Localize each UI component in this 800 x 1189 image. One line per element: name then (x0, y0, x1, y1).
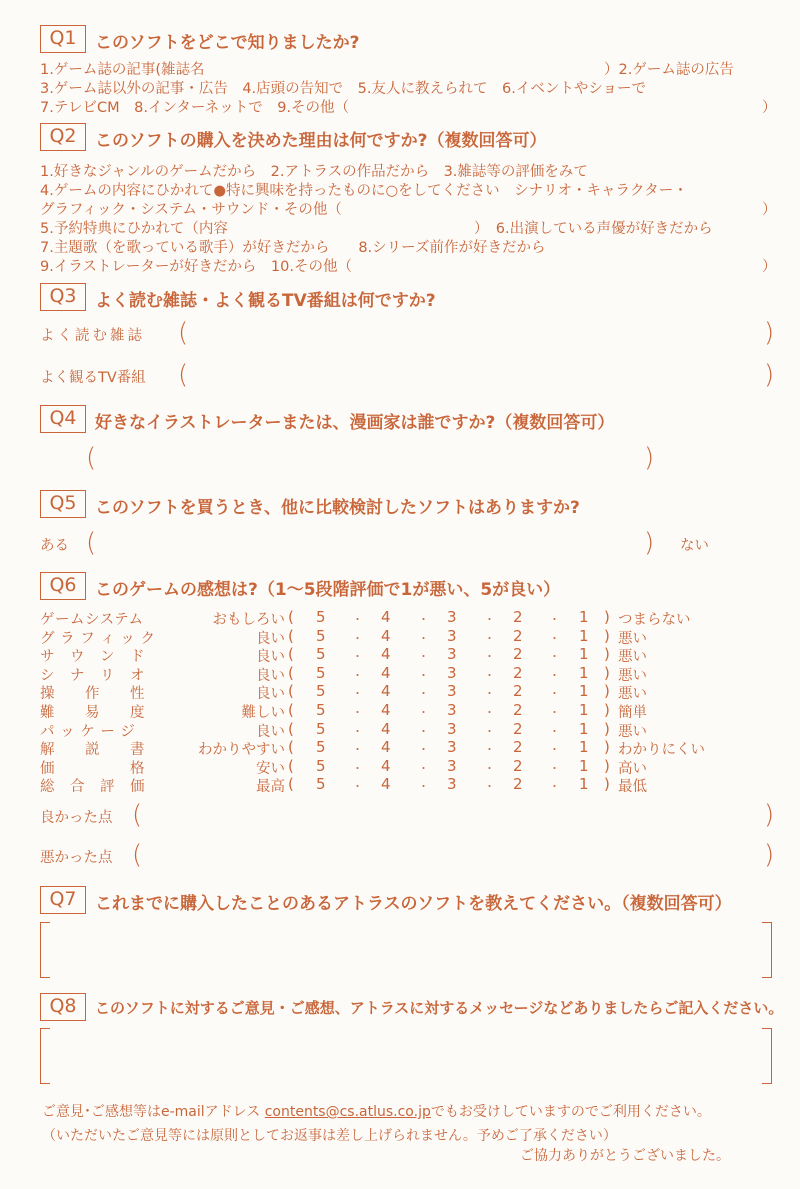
q7-number-box: Q7 (40, 886, 86, 914)
rating-separator: ・ (549, 650, 560, 664)
rating-separator: ・ (352, 706, 363, 719)
rating-close-paren: ) (604, 719, 610, 738)
q5-close-paren: ) (644, 528, 655, 558)
q2-option-line-2[interactable]: 4.ゲームの内容にひかれて●特に興味を持ったものに○をしてください シナリオ・キャラクター・ (40, 183, 688, 199)
q3-tv-open-paren: ( (178, 360, 189, 390)
q2-close-paren-1: ） (762, 202, 777, 218)
email-link[interactable]: contents@cs.atlus.co.jp (264, 1104, 431, 1120)
q3-magazine-open-paren: ( (178, 318, 189, 348)
rating-option-2[interactable]: 2 (513, 645, 523, 664)
rating-option-3[interactable]: 3 (447, 645, 457, 664)
rating-option-2[interactable]: 2 (513, 738, 523, 757)
footer-line-1 (42, 1101, 711, 1121)
q2-number-box: Q2 (40, 123, 86, 151)
q1-number-box: Q1 (40, 25, 86, 53)
rating-option-3[interactable]: 3 (447, 756, 457, 775)
rating-option-2[interactable]: 2 (513, 682, 523, 701)
rating-close-paren: ) (604, 738, 610, 757)
rating-separator: ・ (352, 668, 363, 682)
rating-separator: ・ (484, 743, 495, 757)
rating-separator: ・ (418, 724, 429, 738)
rating-separator: ・ (418, 613, 429, 626)
rating-option-4[interactable]: 4 (381, 775, 391, 794)
rating-item-label: 解 説 書 (40, 742, 145, 759)
rating-item-label: パ ッ ケ ー ジ (40, 723, 136, 740)
q5-title: このソフトを買うとき、他に比較検討したソフトはありますか? (95, 498, 580, 518)
q5-no-label[interactable]: ない (680, 538, 709, 554)
rating-option-3[interactable]: 3 (447, 682, 457, 701)
q2-option-line-4-end[interactable]: ） 6.出演している声優が好きだから (474, 221, 713, 237)
q8-right-bracket (762, 1028, 772, 1084)
q7-title: これまでに購入したことのあるアトラスのソフトを教えてください。（複数回答可） (95, 894, 732, 914)
footer-suffix: でもお受けしていますのでご利用ください。 (430, 1104, 711, 1120)
footer-prefix: ご意見･ご感想等はe-mailアドレス (42, 1104, 265, 1120)
rating-option-4[interactable]: 4 (381, 682, 391, 701)
rating-open-paren: ( (288, 663, 294, 682)
rating-option-3[interactable]: 3 (447, 738, 457, 757)
rating-separator: ・ (484, 780, 495, 794)
rating-option-3[interactable]: 3 (447, 719, 457, 738)
rating-option-3[interactable]: 3 (447, 608, 457, 626)
rating-separator: ・ (484, 724, 495, 738)
rating-separator: ・ (352, 631, 363, 645)
q2-option-line-5[interactable]: 7.主題歌（を歌っている歌手）が好きだから 8.シリーズ前作が好きだから (40, 240, 546, 256)
rating-open-paren: ( (288, 738, 294, 757)
rating-option-2[interactable]: 2 (513, 756, 523, 775)
rating-open-paren: ( (288, 645, 294, 664)
rating-negative-label: 簡単 (618, 705, 647, 721)
rating-open-paren: ( (288, 719, 294, 738)
rating-option-5[interactable]: 5 (316, 775, 326, 794)
rating-option-2[interactable]: 2 (513, 701, 523, 719)
q1-close-paren: ） (762, 100, 777, 116)
q8-number-box: Q8 (40, 993, 86, 1021)
rating-option-2[interactable]: 2 (513, 626, 523, 645)
rating-separator: ・ (352, 650, 363, 664)
rating-negative-label: 悪い (618, 686, 647, 703)
rating-item-label: グ ラ フ ィ ッ ク (40, 630, 156, 647)
rating-separator: ・ (549, 706, 560, 719)
rating-option-1[interactable]: 1 (579, 701, 589, 719)
rating-option-2[interactable]: 2 (513, 719, 523, 738)
rating-separator: ・ (549, 780, 560, 794)
q8-left-bracket (40, 1028, 50, 1084)
rating-option-5[interactable]: 5 (316, 663, 326, 682)
q6-good-open-paren: ( (132, 800, 143, 830)
q4-open-paren: ( (86, 443, 97, 473)
rating-option-5[interactable]: 5 (316, 626, 326, 645)
rating-separator: ・ (484, 706, 495, 719)
rating-option-1[interactable]: 1 (579, 645, 589, 664)
rating-close-paren: ) (604, 756, 610, 775)
q1-option-line-2[interactable]: 3.ゲーム誌以外の記事・広告 4.店頭の告知で 5.友人に教えられて 6.イベントやショーで (40, 81, 647, 97)
rating-option-5[interactable]: 5 (316, 701, 326, 719)
rating-positive-label: 良い (256, 723, 285, 740)
q6-bad-close-paren: ) (764, 840, 775, 870)
rating-separator: ・ (352, 780, 363, 794)
q2-option-line-3[interactable]: グラフィック・システム・サウンド・その他（ (40, 202, 342, 218)
q3-magazine-field[interactable] (190, 322, 760, 348)
q4-close-paren: ) (644, 443, 655, 473)
rating-item-label: 価 格 (40, 760, 145, 777)
q3-tv-field[interactable] (190, 364, 760, 390)
rating-separator: ・ (549, 743, 560, 757)
q6-good-field[interactable] (146, 804, 760, 830)
rating-option-3[interactable]: 3 (447, 775, 457, 794)
rating-open-paren: ( (288, 775, 294, 794)
rating-option-3[interactable]: 3 (447, 626, 457, 645)
rating-separator: ・ (352, 613, 363, 626)
rating-separator: ・ (484, 668, 495, 682)
rating-open-paren: ( (288, 608, 294, 626)
q4-title: 好きなイラストレーターまたは、漫画家は誰ですか?（複数回答可） (95, 413, 615, 433)
rating-positive-label: 良い (256, 630, 285, 647)
rating-separator: ・ (418, 761, 429, 775)
q2-option-line-4[interactable]: 5.予約特典にひかれて（内容 (40, 221, 228, 237)
q1-title: このソフトをどこで知りましたか? (95, 33, 360, 53)
rating-separator: ・ (484, 613, 495, 626)
rating-option-4[interactable]: 4 (381, 626, 391, 645)
rating-option-1[interactable]: 1 (579, 682, 589, 701)
rating-item-label: 総 合 評 価 (40, 779, 145, 796)
rating-open-paren: ( (288, 682, 294, 701)
rating-option-2[interactable]: 2 (513, 663, 523, 682)
q5-open-paren: ( (86, 528, 97, 558)
rating-option-5[interactable]: 5 (316, 682, 326, 701)
rating-item-label: シ ナ リ オ (40, 667, 145, 684)
q6-bad-label: 悪かった点 (40, 850, 113, 866)
rating-item-label: サ ウ ン ド (40, 649, 145, 666)
rating-option-1[interactable]: 1 (579, 756, 589, 775)
q8-field[interactable] (54, 1030, 762, 1082)
rating-option-1[interactable]: 1 (579, 663, 589, 682)
rating-option-1[interactable]: 1 (579, 626, 589, 645)
q5-yes-label[interactable]: ある (40, 538, 69, 554)
rating-negative-label: わかりにくい (618, 742, 705, 759)
q4-number-box: Q4 (40, 405, 86, 433)
q4-field[interactable] (100, 447, 640, 473)
rating-positive-label: 良い (256, 686, 285, 703)
rating-separator: ・ (418, 780, 429, 794)
rating-separator: ・ (352, 687, 363, 701)
rating-option-2[interactable]: 2 (513, 775, 523, 794)
q8-title: このソフトに対するご意見・ご感想、アトラスに対するメッセージなどありましたらご記入ください。 (95, 999, 784, 1017)
rating-item-label: ゲームシステム (40, 612, 144, 628)
rating-positive-label: 最高 (256, 779, 285, 796)
rating-separator: ・ (549, 687, 560, 701)
rating-item-label: 操 作 性 (40, 686, 145, 703)
q3-magazine-close-paren: ) (764, 318, 775, 348)
rating-negative-label: 悪い (618, 649, 647, 666)
rating-separator: ・ (549, 613, 560, 626)
rating-option-5[interactable]: 5 (316, 645, 326, 664)
q5-number-box: Q5 (40, 490, 86, 518)
rating-separator: ・ (418, 631, 429, 645)
rating-separator: ・ (549, 668, 560, 682)
rating-item-label: 難 易 度 (40, 705, 145, 721)
q2-option-line-1[interactable]: 1.好きなジャンルのゲームだから 2.アトラスの作品だから 3.雑誌等の評価をみて (40, 164, 588, 180)
q3-magazine-label: よく読む雑誌 (40, 328, 145, 344)
rating-close-paren: ) (604, 608, 610, 626)
rating-separator: ・ (418, 706, 429, 719)
q6-title: このゲームの感想は?（1〜5段階評価で1が悪い、5が良い） (95, 580, 561, 600)
rating-option-3[interactable]: 3 (447, 663, 457, 682)
q2-option-line-6[interactable]: 9.イラストレーターが好きだから 10.その他（ (40, 259, 352, 275)
rating-close-paren: ) (604, 663, 610, 682)
rating-positive-label: 難しい (241, 705, 285, 721)
rating-option-4[interactable]: 4 (381, 701, 391, 719)
q3-tv-label: よく観るTV番組 (40, 370, 146, 386)
q6-number-box: Q6 (40, 572, 86, 600)
q3-title: よく読む雑誌・よく観るTV番組は何ですか? (95, 291, 436, 311)
rating-separator: ・ (484, 650, 495, 664)
rating-option-4[interactable]: 4 (381, 663, 391, 682)
rating-option-1[interactable]: 1 (579, 775, 589, 794)
footer-thanks: ご協力ありがとうございました。 (520, 1148, 730, 1164)
rating-close-paren: ) (604, 645, 610, 664)
q7-right-bracket (762, 922, 772, 978)
rating-separator: ・ (418, 668, 429, 682)
rating-option-2[interactable]: 2 (513, 608, 523, 626)
rating-option-1[interactable]: 1 (579, 738, 589, 757)
rating-separator: ・ (352, 761, 363, 775)
rating-negative-label: 悪い (618, 630, 647, 647)
rating-close-paren: ) (604, 701, 610, 719)
rating-negative-label: 悪い (618, 723, 647, 740)
rating-close-paren: ) (604, 775, 610, 794)
rating-negative-label: つまらない (618, 612, 691, 628)
q6-good-close-paren: ) (764, 800, 775, 830)
rating-positive-label: 良い (256, 667, 285, 684)
q6-bad-open-paren: ( (132, 840, 143, 870)
rating-negative-label: 悪い (618, 667, 647, 684)
q3-number-box: Q3 (40, 283, 86, 311)
rating-positive-label: おもしろい (212, 612, 285, 628)
rating-option-3[interactable]: 3 (447, 701, 457, 719)
rating-positive-label: わかりやすい (198, 742, 285, 759)
rating-close-paren: ) (604, 626, 610, 645)
q6-good-label: 良かった点 (40, 810, 113, 826)
q2-title: このソフトの購入を決めた理由は何ですか?（複数回答可） (95, 131, 547, 151)
rating-separator: ・ (418, 743, 429, 757)
rating-option-5[interactable]: 5 (316, 719, 326, 738)
rating-separator: ・ (549, 724, 560, 738)
q1-option-line-1-end[interactable]: ）2.ゲーム誌の広告 (604, 62, 734, 78)
rating-option-5[interactable]: 5 (316, 738, 326, 757)
rating-open-paren: ( (288, 701, 294, 719)
rating-separator: ・ (418, 650, 429, 664)
q1-option-line-3[interactable]: 7.テレビCM 8.インターネットで 9.その他（ (40, 100, 350, 116)
rating-separator: ・ (352, 743, 363, 757)
q6-bad-field[interactable] (146, 844, 760, 870)
rating-positive-label: 安い (256, 760, 285, 777)
rating-option-4[interactable]: 4 (381, 608, 391, 626)
rating-separator: ・ (549, 761, 560, 775)
rating-separator: ・ (352, 724, 363, 738)
rating-separator: ・ (484, 631, 495, 645)
rating-option-5[interactable]: 5 (316, 756, 326, 775)
rating-separator: ・ (484, 687, 495, 701)
rating-open-paren: ( (288, 756, 294, 775)
rating-open-paren: ( (288, 626, 294, 645)
rating-option-4[interactable]: 4 (381, 719, 391, 738)
q1-option-line-1[interactable]: 1.ゲーム誌の記事(雑誌名 (40, 62, 205, 78)
q5-field[interactable] (100, 532, 640, 558)
rating-negative-label: 高い (618, 760, 647, 777)
rating-option-1[interactable]: 1 (579, 719, 589, 738)
rating-option-1[interactable]: 1 (579, 608, 589, 626)
rating-option-4[interactable]: 4 (381, 756, 391, 775)
rating-option-4[interactable]: 4 (381, 738, 391, 757)
rating-positive-label: 良い (256, 649, 285, 666)
rating-option-4[interactable]: 4 (381, 645, 391, 664)
rating-separator: ・ (418, 687, 429, 701)
rating-separator: ・ (484, 761, 495, 775)
rating-separator: ・ (549, 631, 560, 645)
q7-field[interactable] (54, 924, 762, 976)
q7-left-bracket (40, 922, 50, 978)
rating-option-5[interactable]: 5 (316, 608, 326, 626)
rating-negative-label: 最低 (618, 779, 647, 796)
q3-tv-close-paren: ) (764, 360, 775, 390)
rating-close-paren: ) (604, 682, 610, 701)
q2-close-paren-2: ） (762, 259, 777, 275)
footer-line-2: （いただいたご意見等には原則としてお返事は差し上げられません。予めご了承ください） (42, 1128, 617, 1144)
